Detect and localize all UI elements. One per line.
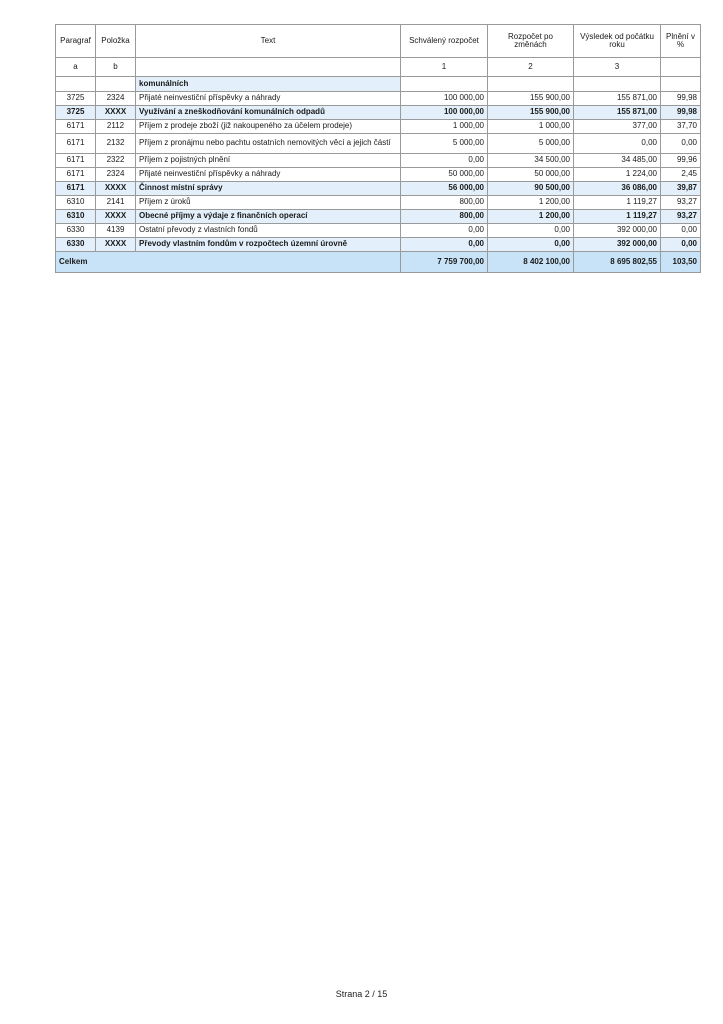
cell-polozka: 4139 [96,224,136,238]
cell-paragraf: 6171 [56,120,96,134]
cell-vysledek: 1 119,27 [574,196,661,210]
cell-plneni: 99,96 [661,154,701,168]
cell-plneni: 99,98 [661,106,701,120]
cell-text: Příjem z prodeje zboží (již nakoupeného za účelem prodeje) [136,120,401,134]
cell-schvaleny: 100 000,00 [401,106,488,120]
cell-paragraf: 3725 [56,92,96,106]
total-po-zmenach: 8 402 100,00 [488,252,574,273]
index-3: 3 [574,58,661,77]
cell-text: Přijaté neinvestiční příspěvky a náhrady [136,168,401,182]
cell-polozka: XXXX [96,210,136,224]
cell-po-zmenach: 34 500,00 [488,154,574,168]
cell-po-zmenach: 50 000,00 [488,168,574,182]
header-schvaleny-rozpocet: Schválený rozpočet [401,25,488,58]
cell-vysledek: 1 119,27 [574,210,661,224]
cell-po-zmenach: 155 900,00 [488,106,574,120]
table-row [56,224,701,238]
index-blank [661,58,701,77]
cell-text: Příjem z úroků [136,196,401,210]
total-label: Celkem [56,252,401,273]
index-1: 1 [401,58,488,77]
cell-po-zmenach: 1 200,00 [488,210,574,224]
cell-paragraf: 6310 [56,210,96,224]
header-polozka: Položka [96,25,136,58]
subtotal-row [56,238,701,252]
table-row [56,134,701,154]
cell-schvaleny: 800,00 [401,196,488,210]
cell-po-zmenach: 0,00 [488,224,574,238]
cell-polozka: 2324 [96,92,136,106]
cell-schvaleny: 1 000,00 [401,120,488,134]
table-row [56,154,701,168]
cell-text: Ostatní převody z vlastních fondů [136,224,401,238]
cell-vysledek: 0,00 [574,134,661,154]
cell-po-zmenach: 0,00 [488,238,574,252]
cell-plneni: 0,00 [661,134,701,154]
cell-paragraf: 6171 [56,168,96,182]
cell-vysledek: 377,00 [574,120,661,134]
cell-text: Činnost místní správy [136,182,401,196]
total-schvaleny: 7 759 700,00 [401,252,488,273]
cell-plneni: 37,70 [661,120,701,134]
cell-plneni: 93,27 [661,196,701,210]
cell-po-zmenach: 1 000,00 [488,120,574,134]
cell-polozka: 2322 [96,154,136,168]
total-row [56,252,701,273]
subtotal-row [56,210,701,224]
cell-paragraf: 6310 [56,196,96,210]
table-row [56,120,701,134]
cell-plneni: 2,45 [661,168,701,182]
cell-schvaleny: 800,00 [401,210,488,224]
cell-paragraf: 6330 [56,224,96,238]
header-text: Text [136,25,401,58]
table-header-row [56,25,701,58]
cell-schvaleny: 0,00 [401,238,488,252]
cell-vysledek: 392 000,00 [574,238,661,252]
cell-paragraf: 6330 [56,238,96,252]
subtotal-row [56,106,701,120]
cell-vysledek: 392 000,00 [574,224,661,238]
index-b: b [96,58,136,77]
cell-paragraf: 6171 [56,134,96,154]
cell-paragraf: 3725 [56,106,96,120]
cell-plneni: 0,00 [661,224,701,238]
cell-polozka: XXXX [96,106,136,120]
cell-polozka: 2141 [96,196,136,210]
table-row [56,196,701,210]
table-row [56,168,701,182]
cell-vysledek: 155 871,00 [574,92,661,106]
cell-paragraf: 6171 [56,182,96,196]
cell-schvaleny: 50 000,00 [401,168,488,182]
cell-text: Převody vlastním fondům v rozpočtech územní úrovně [136,238,401,252]
cell-text: Příjem z pronájmu nebo pachtu ostatních nemovitých věcí a jejich částí [136,134,401,154]
cell-polozka: XXXX [96,182,136,196]
cell-po-zmenach: 5 000,00 [488,134,574,154]
cell-vysledek: 155 871,00 [574,106,661,120]
cell-plneni: 0,00 [661,238,701,252]
cell-po-zmenach: 90 500,00 [488,182,574,196]
table-row [56,92,701,106]
header-paragraf: Paragraf [56,25,96,58]
cell-schvaleny: 5 000,00 [401,134,488,154]
cell-plneni: 39,87 [661,182,701,196]
cell-polozka: 2324 [96,168,136,182]
cell-polozka: 2112 [96,120,136,134]
column-index-row [56,58,701,77]
cell-text: Příjem z pojistných plnění [136,154,401,168]
page-number: Strana 2 / 15 [335,989,388,999]
cell-text: Obecné příjmy a výdaje z finančních operací [136,210,401,224]
cell-text: Přijaté neinvestiční příspěvky a náhrady [136,92,401,106]
cell-po-zmenach: 1 200,00 [488,196,574,210]
index-2: 2 [488,58,574,77]
header-plneni: Plnění v % [661,25,701,58]
header-rozpocet-po-zmenach: Rozpočet po změnách [488,25,574,58]
cell-schvaleny: 0,00 [401,154,488,168]
cell-schvaleny: 56 000,00 [401,182,488,196]
cell-po-zmenach: 155 900,00 [488,92,574,106]
total-vysledek: 8 695 802,55 [574,252,661,273]
index-a: a [56,58,96,77]
continuation-row [56,77,701,92]
cell-plneni: 99,98 [661,92,701,106]
cell-schvaleny: 0,00 [401,224,488,238]
cell-plneni: 93,27 [661,210,701,224]
index-blank [136,58,401,77]
total-plneni: 103,50 [661,252,701,273]
cell-vysledek: 36 086,00 [574,182,661,196]
continuation-text: komunálních [136,77,401,92]
cell-vysledek: 1 224,00 [574,168,661,182]
cell-polozka: XXXX [96,238,136,252]
cell-vysledek: 34 485,00 [574,154,661,168]
cell-paragraf: 6171 [56,154,96,168]
cell-polozka: 2132 [96,134,136,154]
subtotal-row [56,182,701,196]
budget-table [55,24,701,273]
cell-text: Využívání a zneškodňování komunálních odpadů [136,106,401,120]
cell-schvaleny: 100 000,00 [401,92,488,106]
header-vysledek: Výsledek od počátku roku [574,25,661,58]
